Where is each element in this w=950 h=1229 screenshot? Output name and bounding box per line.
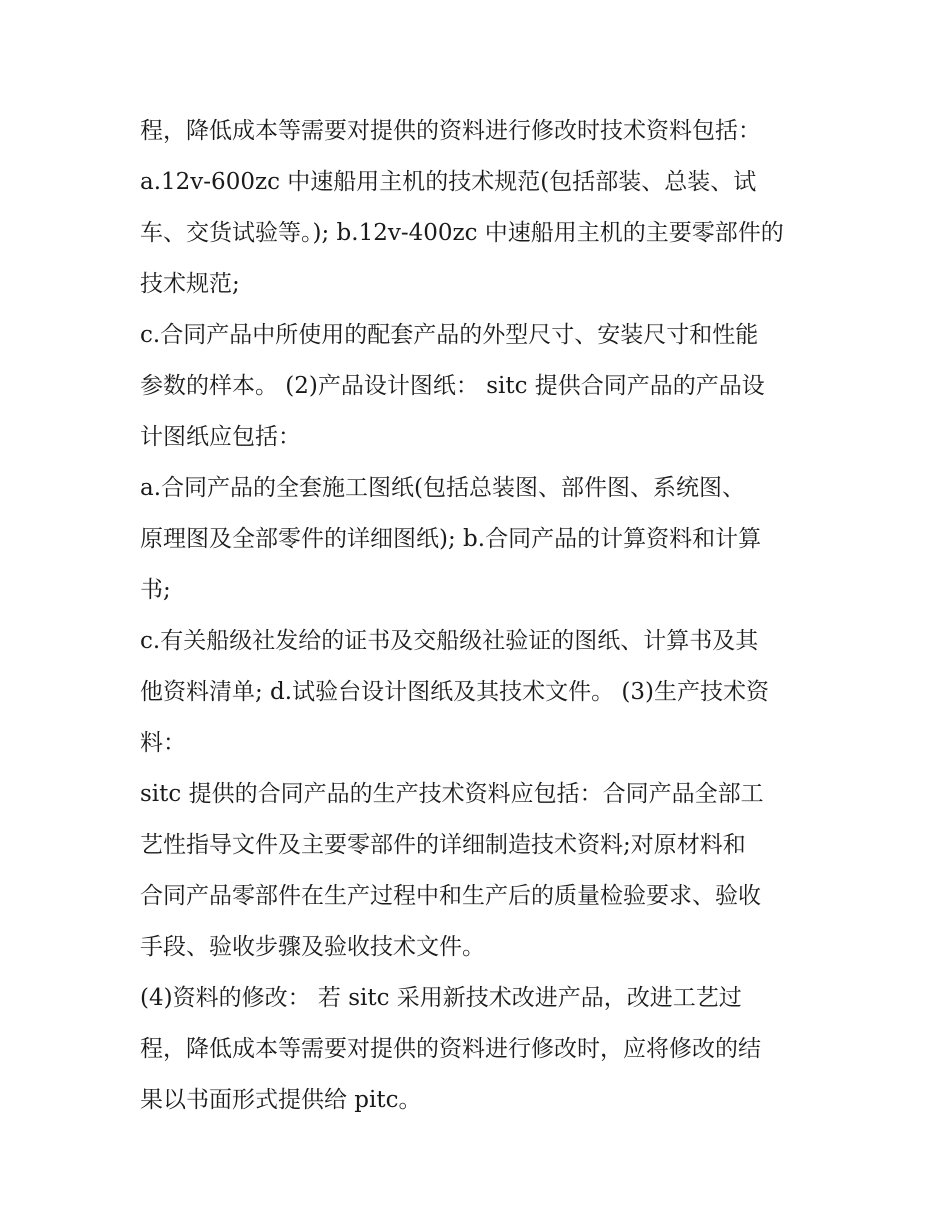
text-line: 他资料清单; d.试验台设计图纸及其技术文件。 (3)生产技术资 <box>140 679 769 705</box>
text-line: 书; <box>140 577 171 603</box>
text-line: sitc 提供的合同产品的生产技术资料应包括：合同产品全部工 <box>140 781 764 807</box>
text-line: 程，降低成本等需要对提供的资料进行修改时技术资料包括： <box>140 118 761 144</box>
text-line: 计图纸应包括： <box>140 424 301 450</box>
text-line: 参数的样本。 (2)产品设计图纸： sitc 提供合同产品的产品设 <box>140 373 765 399</box>
text-line: 原理图及全部零件的详细图纸); b.合同产品的计算资料和计算 <box>140 526 762 552</box>
text-line: 合同产品零部件在生产过程中和生产后的质量检验要求、验收 <box>140 883 761 909</box>
text-line: 技术规范; <box>140 271 240 297</box>
text-line: 手段、验收步骤及验收技术文件。 <box>140 934 485 960</box>
text-line: a.合同产品的全套施工图纸(包括总装图、部件图、系统图、 <box>140 475 745 501</box>
text-line: (4)资料的修改： 若 sitc 采用新技术改进产品，改进工艺过 <box>140 985 742 1011</box>
text-line: 艺性指导文件及主要零部件的详细制造技术资料;对原材料和 <box>140 832 746 858</box>
text-line: 程，降低成本等需要对提供的资料进行修改时，应将修改的结 <box>140 1036 761 1062</box>
text-line: 果以书面形式提供给 pitc。 <box>140 1087 422 1113</box>
text-line: 车、交货试验等。); b.12v-400zc 中速船用主机的主要零部件的 <box>140 220 784 246</box>
text-line: c.合同产品中所使用的配套产品的外型尺寸、安装尺寸和性能 <box>140 322 759 348</box>
text-line: 料： <box>140 730 186 756</box>
text-line: c.有关船级社发给的证书及交船级社验证的图纸、计算书及其 <box>140 628 759 654</box>
text-line: a.12v-600zc 中速船用主机的技术规范(包括部装、总装、试 <box>140 169 757 195</box>
body-text <box>140 106 820 1126</box>
